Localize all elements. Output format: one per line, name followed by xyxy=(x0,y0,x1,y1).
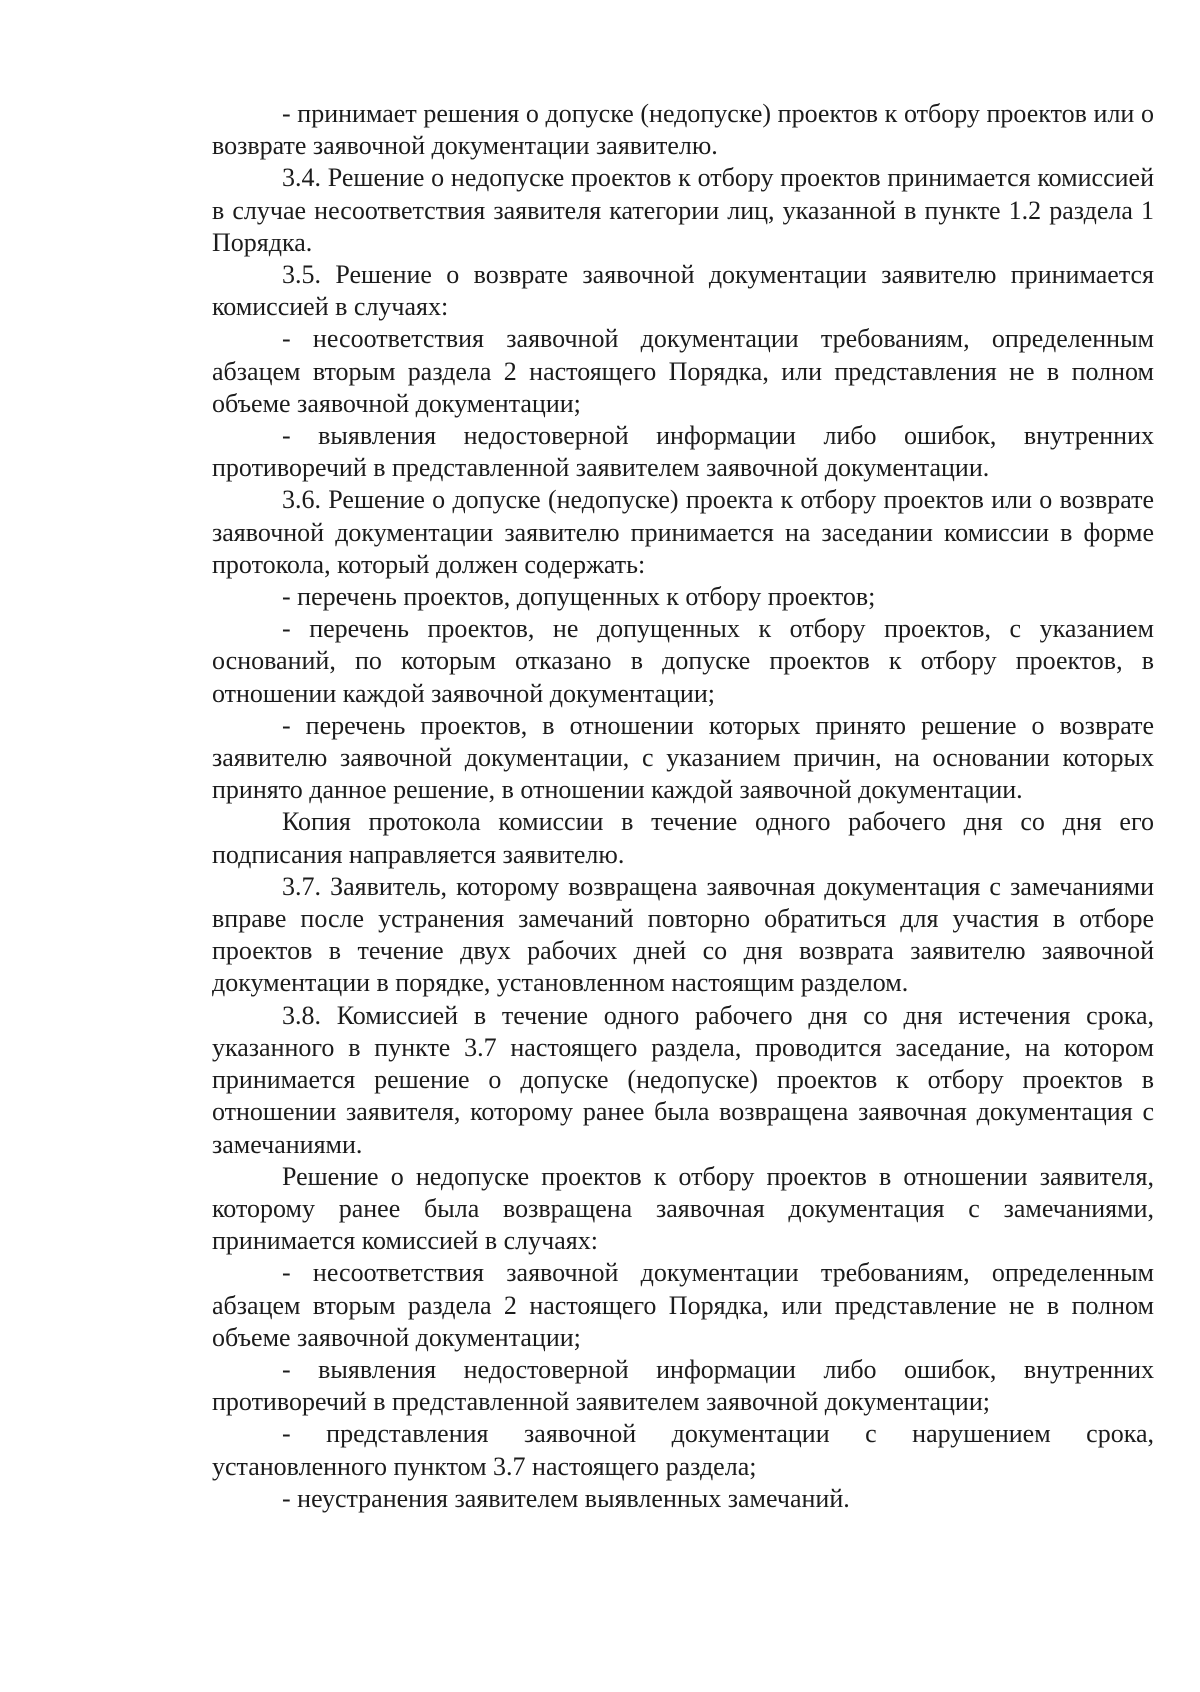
paragraph-3-6: 3.6. Решение о допуске (недопуске) проекта к отбору проектов или о возврате заявочной документации заявителю принимается на заседании комиссии в форме протокола, который должен содержать: xyxy=(212,485,1154,579)
paragraph-rejection-item-2: - выявления недостоверной информации либо ошибок, внутренних противоречий в представленной заявителем заявочной документации; xyxy=(212,1354,1154,1417)
paragraph-3-5-item-1: - несоответствия заявочной документации требованиям, определенным абзацем вторым раздела 2 настоящего Порядка, или представления не в полном объеме заявочной документации; xyxy=(212,324,1154,418)
paragraph-3-4: 3.4. Решение о недопуске проектов к отбору проектов принимается комиссией в случае несоответствия заявителя категории лиц, указанной в пункте 1.2 раздела 1 Порядка. xyxy=(212,163,1154,257)
paragraph-rejection-cases: Решение о недопуске проектов к отбору проектов в отношении заявителя, которому ранее была возвращена заявочная документация с замечаниями, принимается комиссией в случаях: xyxy=(212,1161,1154,1256)
paragraph-3-6-item-3: - перечень проектов, в отношении которых принято решение о возврате заявителю заявочной документации, с указанием причин, на основании которых принято данное решение, в отношении каждой заявочной документации. xyxy=(212,710,1154,805)
document-page xyxy=(212,98,1154,1515)
paragraph-protocol-copy: Копия протокола комиссии в течение одного рабочего дня со дня его подписания направляется заявителю. xyxy=(212,807,1154,869)
paragraph-3-8: 3.8. Комиссией в течение одного рабочего дня со дня истечения срока, указанного в пункте 3.7 настоящего раздела, проводится заседание, на котором принимается решение о допуске (недопуске) проектов к отбору проектов в отношении заявителя, которому ранее была возвращена заявочная документация с замечаниями. xyxy=(212,1000,1154,1159)
paragraph-3-5-item-2: - выявления недостоверной информации либо ошибок, внутренних противоречий в представленной заявителем заявочной документации. xyxy=(212,421,1154,483)
paragraph-rejection-item-1: - несоответствия заявочной документации требованиям, определенным абзацем вторым раздела 2 настоящего Порядка, или представление не в полном объеме заявочной документации; xyxy=(212,1258,1154,1352)
paragraph-rejection-item-3: - представления заявочной документации с нарушением срока, установленного пунктом 3.7 настоящего раздела; xyxy=(212,1419,1154,1481)
paragraph-3-6-item-2: - перечень проектов, не допущенных к отбору проектов, с указанием оснований, по которым отказано в допуске проектов к отбору проектов, в отношении каждой заявочной документации; xyxy=(212,614,1154,708)
paragraph-3-5: 3.5. Решение о возврате заявочной документации заявителю принимается комиссией в случаях: xyxy=(212,260,1154,322)
paragraph-3-7: 3.7. Заявитель, которому возвращена заявочная документация с замечаниями вправе после устранения замечаний повторно обратиться для участия в отборе проектов в течение двух рабочих дней со дня возврата заявителю заявочной документации в порядке, установленном настоящим разделом. xyxy=(212,871,1154,998)
paragraph-decision-admission: - принимает решения о допуске (недопуске) проектов к отбору проектов или о возврате заявочной документации заявителю. xyxy=(212,99,1154,161)
paragraph-3-6-item-1: - перечень проектов, допущенных к отбору проектов; xyxy=(282,582,876,612)
paragraph-rejection-item-4: - неустранения заявителем выявленных замечаний. xyxy=(282,1483,850,1513)
